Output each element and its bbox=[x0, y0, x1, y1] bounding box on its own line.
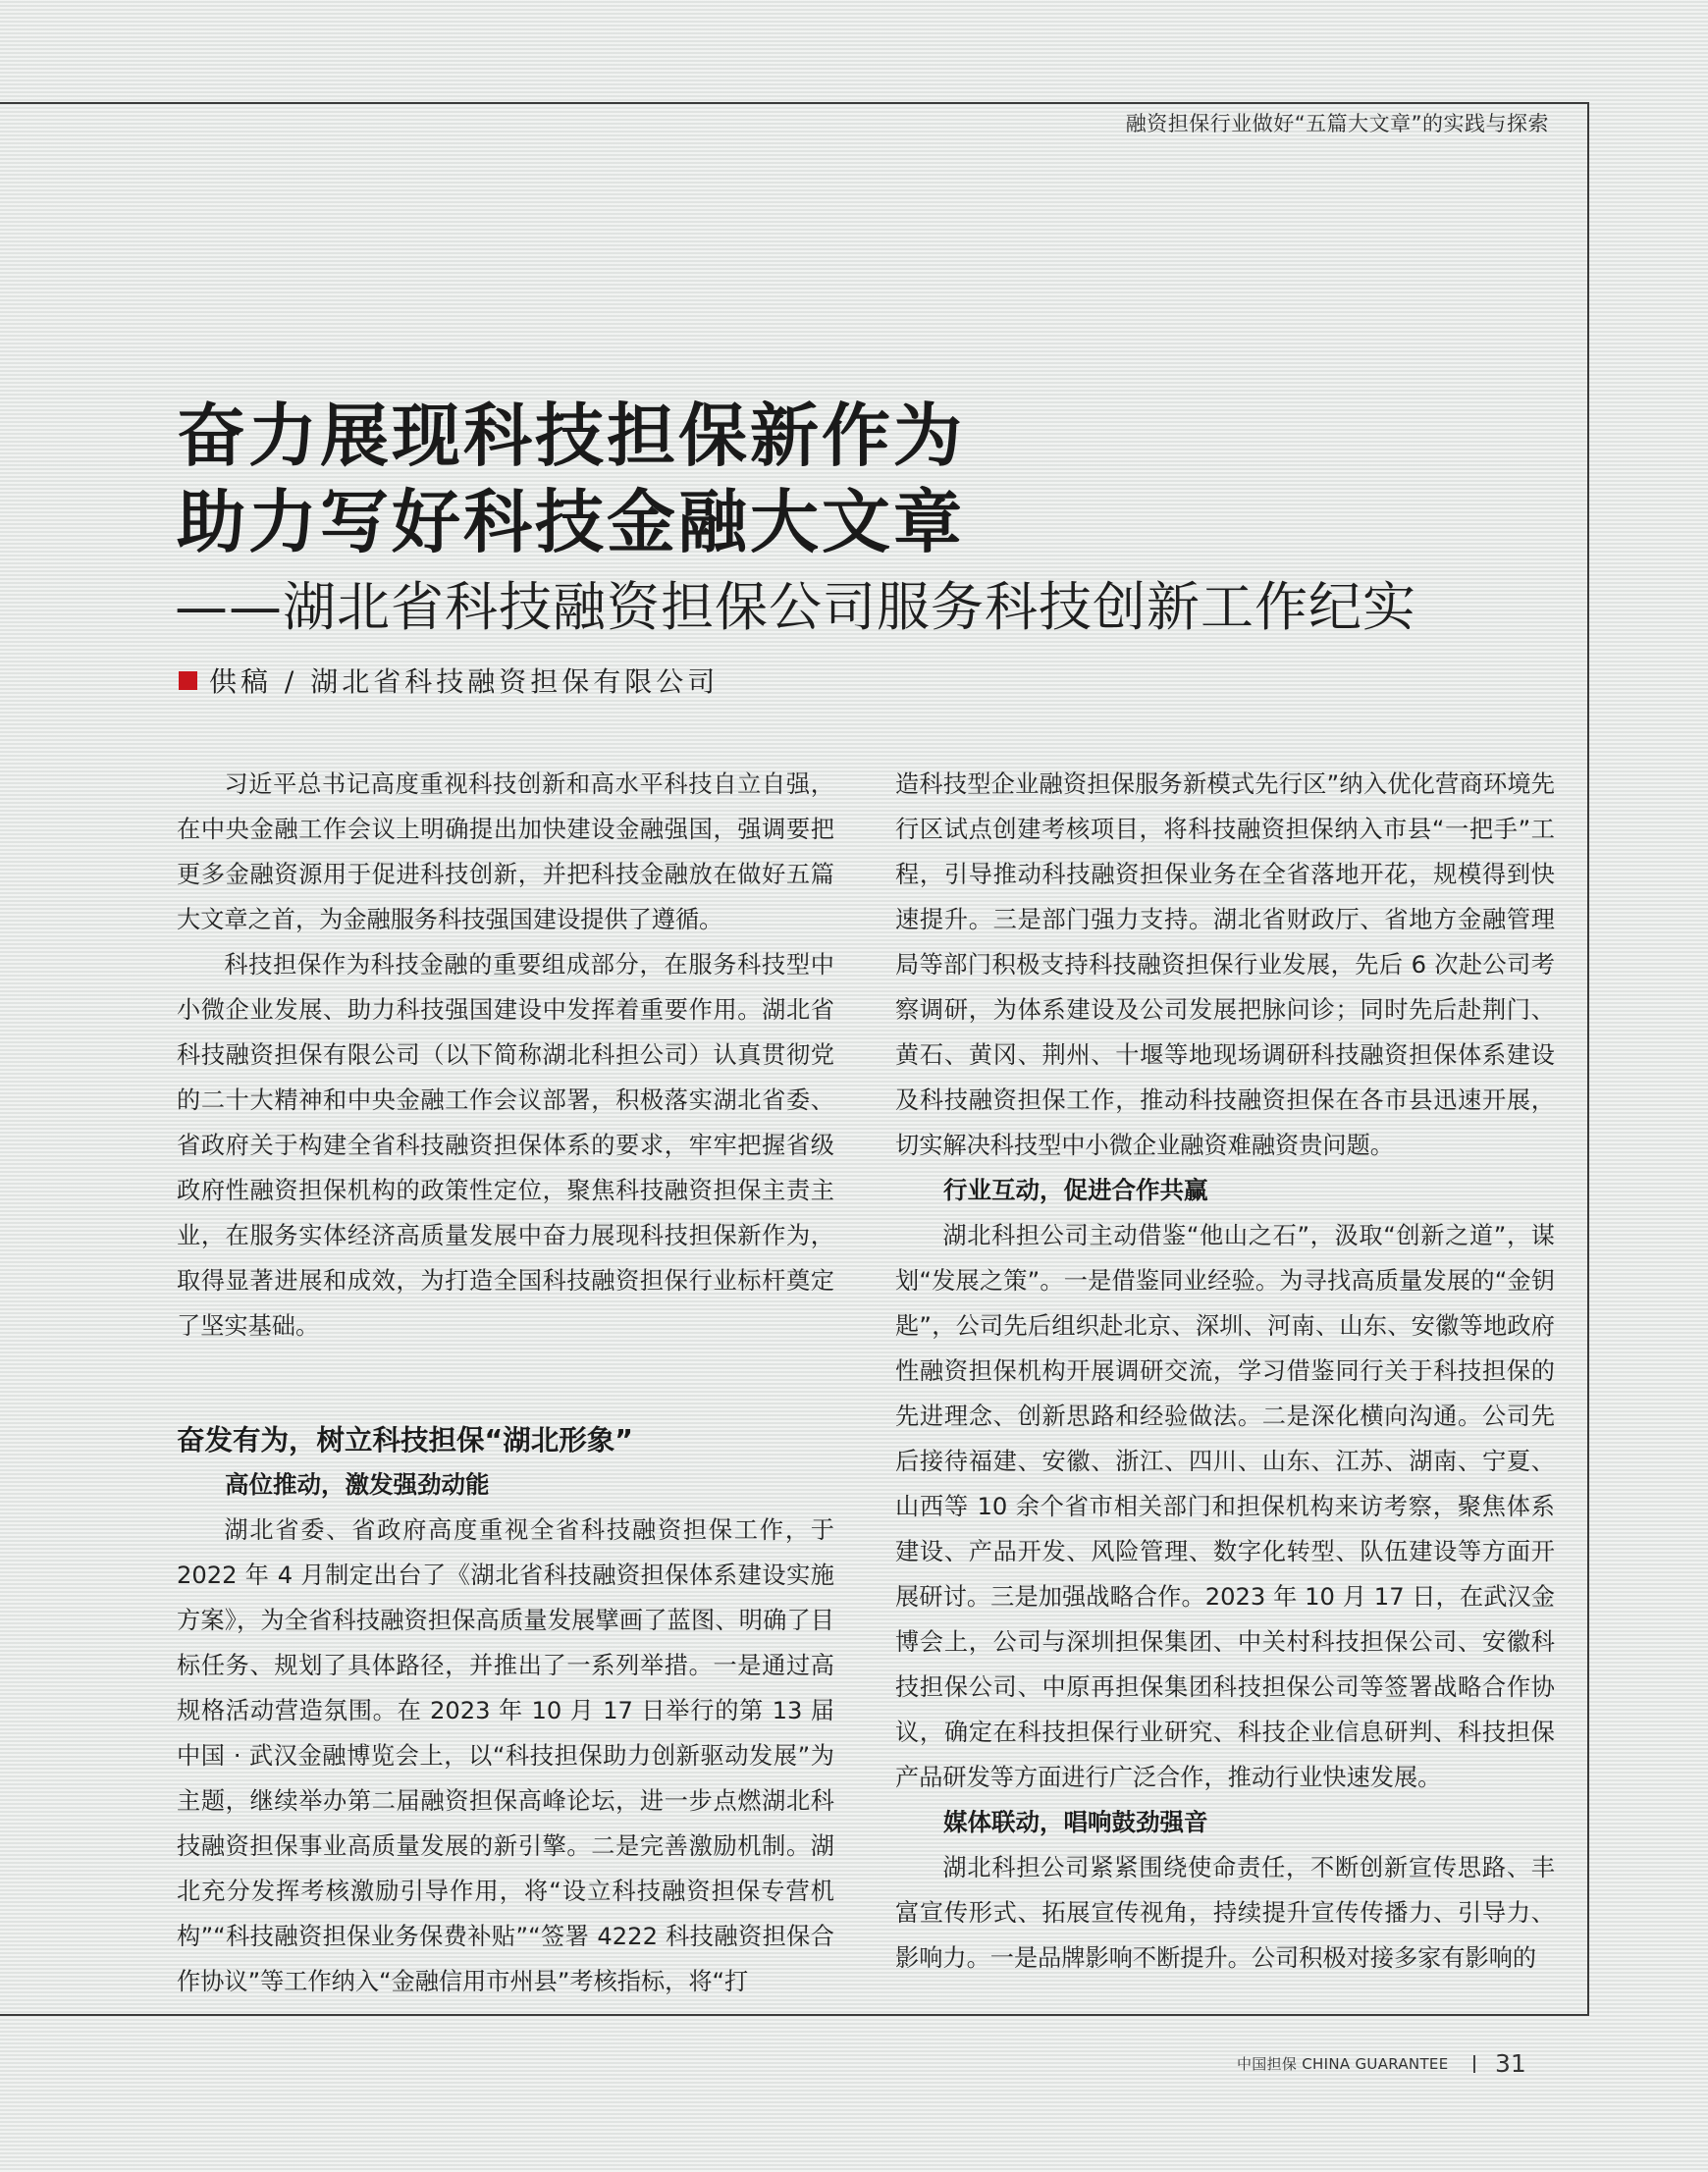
sub-heading: 高位推动，激发强劲动能 bbox=[225, 1470, 490, 1499]
running-head: 融资担保行业做好“五篇大文章”的实践与探索 bbox=[1125, 112, 1549, 135]
byline bbox=[179, 661, 719, 700]
byline-text: 供稿 / 湖北省科技融资担保有限公司 bbox=[209, 665, 720, 698]
frame-right-rule bbox=[1587, 102, 1589, 2016]
left-column bbox=[177, 762, 834, 2004]
paragraph: 习近平总书记高度重视科技创新和高水平科技自立自强，在中央金融工作会议上明确提出加快建设金融强国，强调要把更多金融资源用于促进科技创新，并把科技金融放在做好五篇大文章之首，为金融服务科技强国建设提供了遵循。 bbox=[177, 770, 834, 933]
paragraph: 湖北科担公司紧紧围绕使命责任，不断创新宣传思路、丰富宣传形式、拓展宣传视角，持续提升宣传传播力、引导力、影响力。一是品牌影响不断提升。公司积极对接多家有影响的 bbox=[895, 1854, 1555, 1972]
paragraph: 湖北省委、省政府高度重视全省科技融资担保工作，于2022 年 4 月制定出台了《湖北省科技融资担保体系建设实施方案》，为全省科技融资担保高质量发展擘画了蓝图、明确了目标任务、规划了具体路径，并推出了一系列举措。一是通过高规格活动营造氛围。在 2023 年 10 月 17 日举行的第 13 届中国 · 武汉金融博览会上，以“科技担保助力创新驱动发展”为主题，继续举办第二届融资担保高峰论坛，进一步点燃湖北科技融资担保事业高质量发展的新引擎。二是完善激励机制。湖北充分发挥考核激励引导作用，将“设立科技融资担保专营机构”“科技融资担保业务保费补贴”“签署 4222 科技融资担保合作协议”等工作纳入“金融信用市州县”考核指标，将“打 bbox=[177, 1516, 834, 1995]
red-square-marker bbox=[179, 671, 197, 690]
frame-bottom-rule bbox=[0, 2014, 1589, 2016]
paragraph: 湖北科担公司主动借鉴“他山之石”，汲取“创新之道”，谋划“发展之策”。一是借鉴同业经验。为寻找高质量发展的“金钥匙”，公司先后组织赴北京、深圳、河南、山东、安徽等地政府性融资担保机构开展调研交流，学习借鉴同行关于科技担保的先进理念、创新思路和经验做法。二是深化横向沟通。公司先后接待福建、安徽、浙江、四川、山东、江苏、湖南、宁夏、山西等 10 余个省市相关部门和担保机构来访考察，聚焦体系建设、产品开发、风险管理、数字化转型、队伍建设等方面开展研讨。三是加强战略合作。2023 年 10 月 17 日，在武汉金博会上，公司与深圳担保集团、中关村科技担保公司、安徽科技担保公司、中原再担保集团科技担保公司等签署战略合作协议，确定在科技担保行业研究、科技企业信息研判、科技担保产品研发等方面进行广泛合作，推动行业快速发展。 bbox=[895, 1222, 1556, 1791]
paragraph: 科技担保作为科技金融的重要组成部分，在服务科技型中小微企业发展、助力科技强国建设中发挥着重要作用。湖北省科技融资担保有限公司（以下简称湖北科担公司）认真贯彻党的二十大精神和中央金融工作会议部署，积极落实湖北省委、省政府关于构建全省科技融资担保体系的要求，牢牢把握省级政府性融资担保机构的政策性定位，聚焦科技融资担保主责主业，在服务实体经济高质量发展中奋力展现科技担保新作为，取得显著进展和成效，为打造全国科技融资担保行业标杆奠定了坚实基础。 bbox=[177, 951, 834, 1340]
title-line-2: 助力写好科技金融大文章 bbox=[177, 482, 965, 562]
magazine-brand: 中国担保 CHINA GUARANTEE bbox=[1237, 2055, 1449, 2073]
right-column bbox=[895, 762, 1555, 1981]
frame-top-rule bbox=[0, 102, 1589, 104]
page-footer bbox=[1237, 2049, 1526, 2078]
article-subtitle: ——湖北省科技融资担保公司服务科技创新工作纪实 bbox=[175, 576, 1416, 638]
section-heading: 奋发有为，树立科技担保“湖北形象” bbox=[177, 1424, 633, 1457]
page-number: 31 bbox=[1494, 2049, 1526, 2078]
footer-divider bbox=[1473, 2055, 1475, 2073]
title-line-1: 奋力展现科技担保新作为 bbox=[177, 396, 965, 476]
sub-heading: 行业互动，促进合作共赢 bbox=[943, 1176, 1208, 1204]
paragraph: 造科技型企业融资担保服务新模式先行区”纳入优化营商环境先行区试点创建考核项目，将科技融资担保纳入市县“一把手”工程，引导推动科技融资担保业务在全省落地开花，规模得到快速提升。三是部门强力支持。湖北省财政厅、省地方金融管理局等部门积极支持科技融资担保行业发展，先后 6 次赴公司考察调研，为体系建设及公司发展把脉问诊；同时先后赴荆门、黄石、黄冈、荆州、十堰等地现场调研科技融资担保体系建设及科技融资担保工作，推动科技融资担保在各市县迅速开展，切实解决科技型中小微企业融资难融资贵问题。 bbox=[895, 770, 1555, 1159]
article-title bbox=[177, 393, 965, 565]
sub-heading: 媒体联动，唱响鼓劲强音 bbox=[943, 1808, 1208, 1836]
